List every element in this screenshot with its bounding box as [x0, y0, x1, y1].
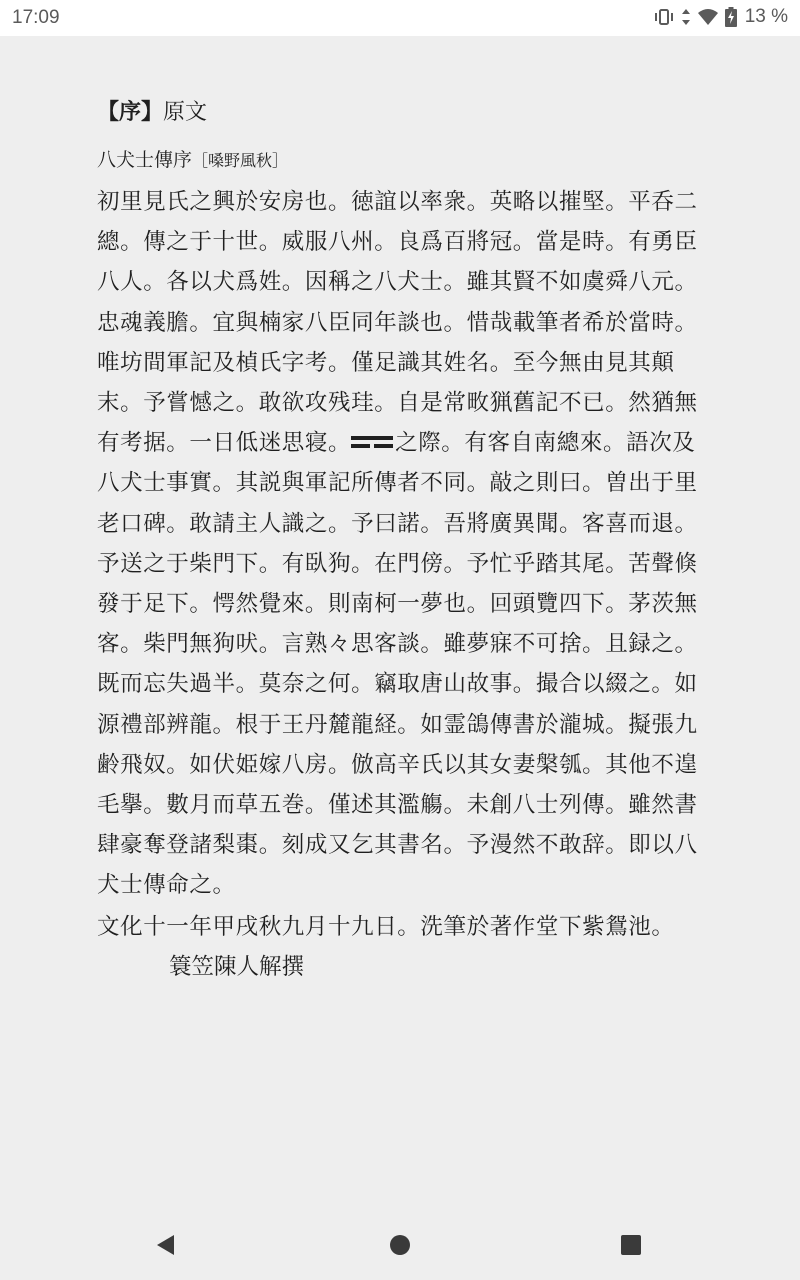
paragraph-part-2: 之際。有客自南總來。語次及八犬士事實。其説與軍記所傳者不同。敲之則曰。曽出于里老口碑。敢請主人識之。予曰諾。吾將廣異聞。客喜而退。予送之于柴門下。有臥狗。在門傍。予忙乎踏其尾。苦聲倏發于足下。愕然覺來。則南柯一夢也。回頭覽四下。茅茨無客。柴門無狗吠。言熟々思客談。雖夢寐不可捨。且録之。既而忘失過半。莫奈之何。竊取唐山故事。撮合以綴之。如源禮部辨龍。根于王丹麓龍経。如霊鴿傳書於瀧城。擬張九齢飛奴。如伏姫嫁八房。倣高辛氏以其女妻槃瓠。其他不遑毛擧。數月而草五巻。僅述其濫觴。未創八士列傳。雖然書肆豪奪登諸梨棗。刻成又乞其書名。予漫然不敢辞。即以八犬士傳命之。	[97, 430, 698, 899]
battery-charging-icon	[725, 7, 737, 27]
wifi-icon	[697, 8, 719, 26]
document-content	[97, 96, 707, 986]
trigram-symbol	[351, 433, 393, 451]
back-icon	[153, 1233, 177, 1257]
data-arrows-icon	[681, 8, 691, 26]
section-heading	[97, 96, 707, 130]
body-paragraph	[97, 182, 707, 906]
heading-bracket: 【序】	[97, 99, 164, 125]
paragraph-part-1: 初里見氏之興於安房也。徳誼以率衆。英略以摧堅。平呑二總。傳之于十世。威服八州。良爲百將冠。當是時。有勇臣八人。各以犬爲姓。因稱之八犬士。雖其賢不如虞舜八元。忠魂義膽。宜與楠家八臣同年談也。惜哉載筆者希於當時。唯坊間軍記及楨氏字考。僅足識其姓名。至今無由見其顛末。予嘗憾之。敢欲攻残珪。自是常畋猟舊記不已。然猶無有考据。一日低迷思寝。	[97, 189, 698, 457]
vibrate-icon	[653, 8, 675, 26]
recents-icon	[619, 1233, 643, 1257]
heading-text: 原文	[163, 100, 208, 125]
battery-percent: 13 %	[744, 6, 788, 27]
status-icons	[653, 6, 788, 28]
home-icon	[388, 1233, 412, 1257]
status-time: 17:09	[12, 7, 60, 28]
subtitle-title: 八犬士傳序	[97, 149, 193, 171]
author-line: 簑笠陳人解撰	[169, 953, 305, 980]
home-button[interactable]	[385, 1230, 415, 1260]
back-button[interactable]	[150, 1230, 180, 1260]
subtitle-note: ［嗓野風秋］	[192, 151, 289, 170]
subtitle	[97, 146, 707, 176]
status-bar	[0, 0, 800, 36]
recents-button[interactable]	[616, 1230, 646, 1260]
date-line: 文化十一年甲戌秋九月十九日。洗筆於著作堂下紫鴛池。	[97, 913, 675, 940]
navigation-bar	[0, 1208, 800, 1280]
